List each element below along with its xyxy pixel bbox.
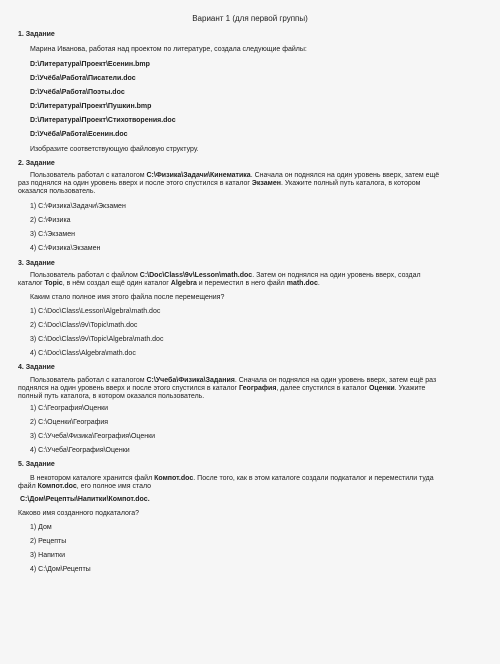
task-1-file: D:\Учёба\Работа\Поэты.doc bbox=[30, 89, 125, 96]
path-run: C:\Физика\Задачи\Кинематика bbox=[146, 172, 251, 179]
path-run: Экзамен bbox=[251, 180, 281, 187]
task-5-question: Каково имя созданного подкаталога? bbox=[18, 510, 140, 517]
task-3-option: 4) C:\Doc\Class\Algebra\math.doc bbox=[30, 350, 136, 357]
path-run: Topic bbox=[44, 280, 63, 287]
text-run: . После того, как в этом каталоге создали подкаталог и переместили туда bbox=[193, 475, 434, 482]
task-1-file: D:\Литература\Проект\Стихотворения.doc bbox=[30, 117, 176, 124]
text-run: поднялся на один уровень вверх и после этого спустился в каталог bbox=[18, 385, 240, 392]
task-3-text-line bbox=[30, 272, 421, 280]
task-5-heading: 5. Задание bbox=[18, 461, 55, 468]
task-2-option: 4) C:\Физика\Экзамен bbox=[30, 245, 101, 252]
task-2-text-line: оказался пользователь. bbox=[18, 188, 96, 195]
task-3-text-line bbox=[18, 280, 320, 288]
task-1-file: D:\Литература\Проект\Есенин.bmp bbox=[30, 61, 150, 68]
text-run: , его полное имя стало bbox=[76, 483, 152, 490]
task-2-text-line bbox=[30, 172, 482, 180]
path-run: Оценки bbox=[368, 385, 395, 392]
task-2-option: 1) C:\Физика\Задачи\Экзамен bbox=[30, 203, 126, 210]
task-1-file: D:\Учёба\Работа\Есенин.doc bbox=[30, 131, 128, 138]
path-run: C:\Учеба\Физика\Задания bbox=[146, 377, 235, 384]
text-run: файл bbox=[18, 483, 38, 490]
path-run: Algebra bbox=[170, 280, 197, 287]
path-run: C:\Doc\Class\9v\Lesson\math.doc bbox=[139, 272, 253, 279]
task-5-text-line bbox=[18, 483, 151, 491]
text-run: и переместил в него файл bbox=[196, 280, 287, 287]
task-4-option: 1) C:\География\Оценки bbox=[30, 405, 109, 412]
task-1-heading: 1. Задание bbox=[18, 31, 55, 38]
text-run: Пользователь работал с каталогом bbox=[30, 377, 147, 384]
path-run: math.doc bbox=[286, 280, 318, 287]
text-run: , в нём создал ещё один каталог bbox=[62, 280, 171, 287]
text-run: Пользователь работал с файлом bbox=[30, 272, 140, 279]
task-5-option: 4) C:\Дом\Рецепты bbox=[30, 566, 91, 573]
task-5-option: 3) Напитки bbox=[30, 552, 65, 559]
task-3-option: 2) C:\Doc\Class\9v\Topic\math.doc bbox=[30, 322, 138, 329]
text-run: каталог bbox=[18, 280, 45, 287]
text-run: . Сначала он поднялся на один уровень вверх, затем ещё раз bbox=[234, 377, 437, 384]
task-1-task: Изобразите соответствующую файловую структуру. bbox=[30, 146, 199, 153]
task-5-option: 2) Рецепты bbox=[30, 538, 67, 545]
task-3-option: 3) C:\Doc\Class\9v\Topic\Algebra\math.doc bbox=[30, 336, 164, 343]
task-1-intro: Марина Иванова, работая над проектом по литературе, создала следующие файлы: bbox=[30, 46, 307, 53]
text-run: раз поднялся на один уровень вверх и после этого спустился в каталог bbox=[18, 180, 252, 187]
task-4-text-line: полный путь каталога, в котором оказался пользователь. bbox=[18, 393, 205, 400]
task-4-option: 3) C:\Учеба\Физика\География\Оценки bbox=[30, 433, 156, 440]
task-2-text-line bbox=[18, 180, 421, 188]
text-run: . Сначала он поднялся на один уровень вверх, затем ещё bbox=[250, 172, 440, 179]
task-4-text-line bbox=[18, 385, 425, 393]
path-run: География bbox=[239, 385, 277, 392]
task-2-heading: 2. Задание bbox=[18, 160, 55, 167]
task-5-path: C:\Дом\Рецепты\Напитки\Компот.doc. bbox=[20, 496, 150, 503]
page-title: Вариант 1 (для первой группы) bbox=[192, 14, 308, 23]
task-2-option: 3) C:\Экзамен bbox=[30, 231, 75, 238]
task-4-text-line bbox=[30, 377, 436, 385]
task-1-file: D:\Учёба\Работа\Писатели.doc bbox=[30, 75, 136, 82]
text-run: Пользователь работал с каталогом bbox=[30, 172, 147, 179]
task-3-option: 1) C:\Doc\Class\Lesson\Algebra\math.doc bbox=[30, 308, 161, 315]
text-run: . Укажите bbox=[394, 385, 426, 392]
path-run: Компот.doc bbox=[37, 483, 77, 490]
task-1-file: D:\Литература\Проект\Пушкин.bmp bbox=[30, 103, 152, 110]
task-5-option: 1) Дом bbox=[30, 524, 52, 531]
task-3-question: Каким стало полное имя этого файла после перемещения? bbox=[30, 294, 225, 301]
text-run: . bbox=[317, 280, 320, 287]
task-3-heading: 3. Задание bbox=[18, 260, 55, 267]
task-2-option: 2) C:\Физика bbox=[30, 217, 71, 224]
text-run: . Укажите полный путь каталога, в котором bbox=[280, 180, 421, 187]
task-5-text-line bbox=[30, 475, 434, 483]
text-run: . Затем он поднялся на один уровень вверх, создал bbox=[252, 272, 421, 279]
task-4-option: 4) C:\Учеба\География\Оценки bbox=[30, 447, 130, 454]
task-4-heading: 4. Задание bbox=[18, 364, 55, 371]
task-4-option: 2) C:\Оценки\География bbox=[30, 419, 109, 426]
text-run: , далее спустился в каталог bbox=[276, 385, 369, 392]
text-run: В некотором каталоге хранится файл bbox=[30, 475, 155, 482]
path-run: Компот.doc bbox=[154, 475, 194, 482]
